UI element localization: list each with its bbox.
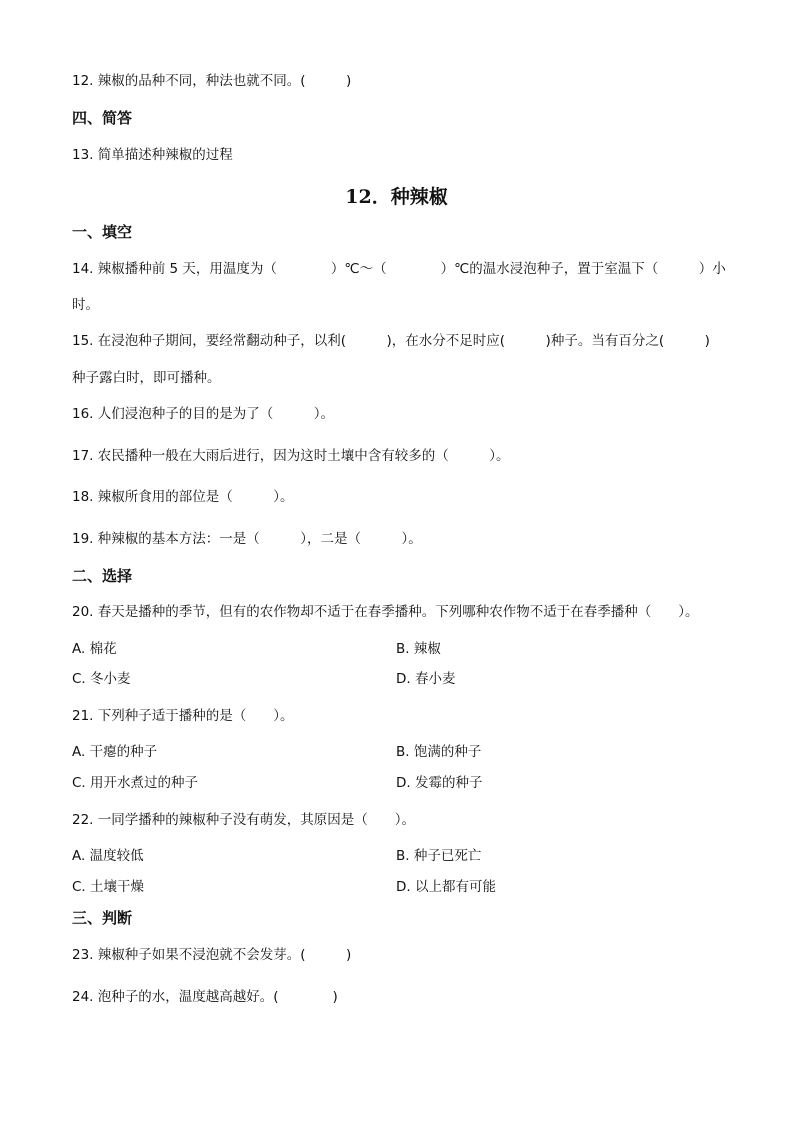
section-choice-heading: 二、选择 <box>72 567 133 585</box>
question-15-line-2: 种子露白时，即可播种。 <box>72 370 221 386</box>
question-18: 18. 辣椒所食用的部位是（ ）。 <box>72 489 294 505</box>
question-13: 13. 简单描述种辣椒的过程 <box>72 147 233 163</box>
question-21: 21. 下列种子适于播种的是（ ）。 <box>72 708 294 724</box>
question-12: 12. 辣椒的品种不同，种法也就不同。( ) <box>72 73 352 89</box>
question-21-option-c: C. 用开水煮过的种子 <box>72 775 199 791</box>
question-14-line-1: 14. 辣椒播种前 5 天，用温度为（ ）℃～（ ）℃的温水浸泡种子，置于室温下（ ）小 <box>72 261 726 277</box>
question-22-option-c: C. 土壤干燥 <box>72 879 145 895</box>
question-22: 22. 一同学播种的辣椒种子没有萌发，其原因是（ ）。 <box>72 812 416 828</box>
question-20: 20. 春天是播种的季节，但有的农作物却不适于在春季播种。下列哪种农作物不适于在春季播种（ ）。 <box>72 604 699 620</box>
section-short-answer-heading: 四、简答 <box>72 109 133 127</box>
question-19: 19. 种辣椒的基本方法：一是（ ），二是（ ）。 <box>72 531 422 547</box>
question-17: 17. 农民播种一般在大雨后进行，因为这时土壤中含有较多的（ ）。 <box>72 448 510 464</box>
question-21-option-a: A. 干瘪的种子 <box>72 744 158 760</box>
question-22-option-b: B. 种子已死亡 <box>396 848 482 864</box>
section-judgment-heading: 三、判断 <box>72 909 133 927</box>
question-20-option-a: A. 棉花 <box>72 641 117 657</box>
question-20-option-c: C. 冬小麦 <box>72 671 131 687</box>
question-16: 16. 人们浸泡种子的目的是为了（ ）。 <box>72 406 335 422</box>
question-21-option-d: D. 发霉的种子 <box>396 775 483 791</box>
question-14-line-2: 时。 <box>72 297 99 313</box>
question-15-line-1: 15. 在浸泡种子期间，要经常翻动种子，以利( )，在水分不足时应( )种子。当有百分之( ) <box>72 333 710 349</box>
question-23: 23. 辣椒种子如果不浸泡就不会发芽。( ) <box>72 947 352 963</box>
question-20-option-b: B. 辣椒 <box>396 641 441 657</box>
question-20-option-d: D. 春小麦 <box>396 671 456 687</box>
section-fill-blank-heading: 一、填空 <box>72 223 133 241</box>
question-24: 24. 泡种子的水，温度越高越好。( ) <box>72 989 338 1005</box>
question-21-option-b: B. 饱满的种子 <box>396 744 482 760</box>
question-22-option-a: A. 温度较低 <box>72 848 144 864</box>
question-22-option-d: D. 以上都有可能 <box>396 879 496 895</box>
lesson-title: 12．种辣椒 <box>345 186 448 208</box>
